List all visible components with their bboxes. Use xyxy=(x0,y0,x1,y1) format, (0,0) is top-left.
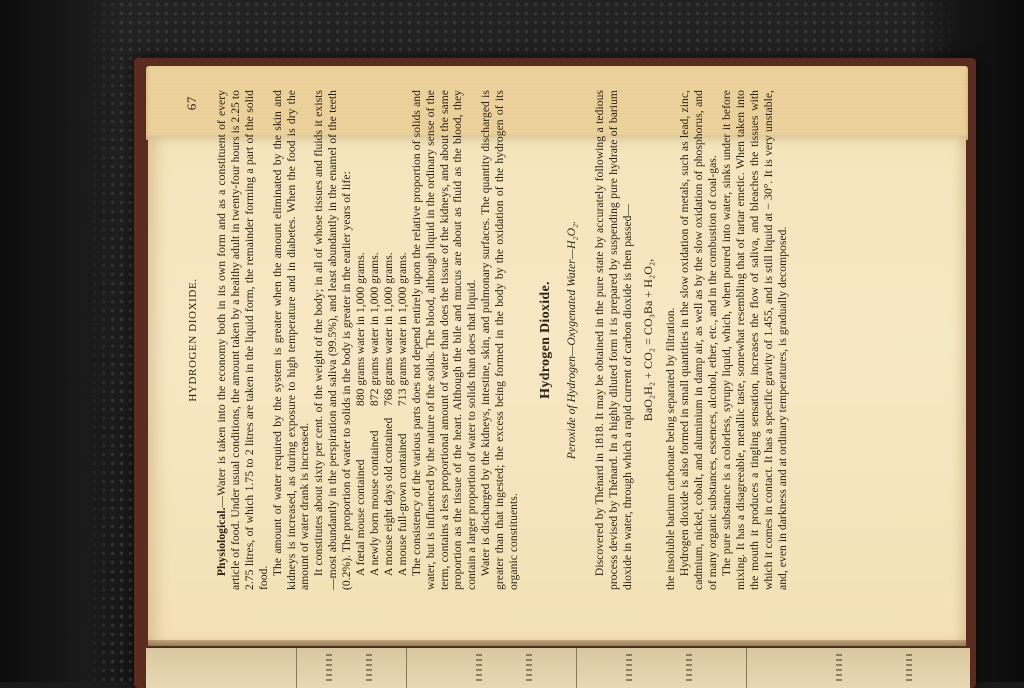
list-item xyxy=(382,90,396,576)
facing-page-print xyxy=(476,654,482,682)
paragraph: The amount of water required by the system is greater when the amount eliminated by the skin and kidneys is increased, as during exposure to high temperature and in diabetes. When the food is dry the amount of water drank is increased. xyxy=(270,90,312,590)
list-item xyxy=(396,90,410,576)
list-item xyxy=(368,90,382,576)
list-item xyxy=(354,90,368,576)
section-title: Hydrogen Dioxide. xyxy=(537,281,553,399)
facing-page-print xyxy=(326,654,332,682)
facing-page-rule xyxy=(746,648,747,688)
facing-page-rule xyxy=(576,648,577,688)
paragraph: The pure substance is a colorless, syrupy liquid, which, when poured into water, sinks under it before mixing. It has a disagreeable, metallic taste, somewhat resembling that of tartar emetic. When taken into the mouth it produces a tingling sensation, increases the flow of saliva, and bleaches the tissues with which it comes in contact. It has a specific gravity of 1.455, and is still liquid at − 30°. It is very unstable, and, even in darkness and at ordinary temperatures, is gradually decomposed. xyxy=(720,90,789,590)
facing-page-rule xyxy=(296,648,297,688)
chemical-equation: BaO₂H₂ + CO₂ = CO₃Ba + H₂O₂, xyxy=(641,258,656,422)
facing-page-print xyxy=(366,654,372,682)
list-item-value: 880 grams water in 1,000 grams. xyxy=(354,252,368,407)
section-subtitle: Peroxide of Hydrogen—Oxygenated Water—H₂O₂. xyxy=(564,220,578,460)
list-item-label: A fœtal mouse contained xyxy=(354,459,368,577)
facing-page-print xyxy=(686,654,692,682)
paragraph: Hydrogen dioxide is also formed in small quantities in the slow oxidation of metals, such as lead, zinc, cadmium, nickel, cobalt, and aluminium in damp air, as well as by the slow oxidation of phosphorus, and of many organic substances, essences, alcohol, ether, etc., and in the combustion of coal-gas. xyxy=(678,90,720,590)
list-item-label: A mouse full-grown contained xyxy=(395,433,409,577)
list-item-value: 872 grams water in 1,000 grams. xyxy=(367,252,381,407)
running-head-title: HYDROGEN DIOXIDE. xyxy=(187,278,199,402)
page-text-block xyxy=(185,90,925,590)
page-number: 67 xyxy=(184,96,199,111)
paragraph: It constitutes about sixty per cent. of the weight of the body; in all of whose tissues and fluids it exists—most abundantly in the perspiration and saliva (99.5%), and least abundantly in the enamel of the teeth (0.2%). The proportion of water to solids in the body is greater in the earlier years of life: xyxy=(312,90,354,590)
list-item-label: A newly born mouse contained xyxy=(367,430,381,577)
paragraph-text: —Water is taken into the economy both in its own form and as a constituent of every article of food. Under usual conditions, the amount taken by a healthy adult in twenty-four hours is 2.25 to 2.75 litres, of which 1.75 to 2 litres are taken in the liquid form, the remainder forming a part of the solid food. xyxy=(215,90,270,590)
list-item-label: A mouse eight days old contained xyxy=(381,417,395,577)
facing-page-rule xyxy=(406,648,407,688)
facing-page xyxy=(146,648,970,688)
water-content-list xyxy=(354,90,410,576)
left-shadow xyxy=(0,0,120,682)
paragraph: The consistency of the various parts does not depend entirely upon the relative proportion of solids and water, but is influenced by the nature of the solids. The blood, although liquid in the ordinary sense of the term, contains a less proportional amount of water than does the tissue of the kidneys, and about the same proportion as the tissue of the heart. Although the bile and mucus are about as fluid as the blood, they contain a larger proportion of water to solids than does that liquid. xyxy=(409,90,479,590)
paragraph-lead: Physiological. xyxy=(215,507,228,577)
paragraph: the insoluble barium carbonate being separated by filtration. xyxy=(664,307,678,590)
list-item-value: 713 grams water in 1,000 grams. xyxy=(395,252,409,407)
facing-page-print xyxy=(836,654,842,682)
facing-page-print xyxy=(626,654,632,682)
running-head xyxy=(185,90,207,590)
facing-page-print xyxy=(526,654,532,682)
paragraph: Discovered by Thénard in 1818. It may be obtained in the pure state by accurately following a tedious process devised by Thénard. In a highly diluted form it is prepared by suspending pure hydrate of barium dioxide in water, through which a rapid current of carbon dioxide is then passed— xyxy=(592,90,634,590)
list-item-value: 768 grams water in 1,000 grams. xyxy=(381,252,395,407)
facing-page-print xyxy=(906,654,912,682)
paragraph: Water is discharged by the kidneys, intestine, skin, and pulmonary surfaces. The quantity discharged is greater than that ingested; the excess being formed in the body by the oxidation of the hydrogen of its organic constituents. xyxy=(479,90,521,590)
paragraph-physiological xyxy=(215,90,271,590)
